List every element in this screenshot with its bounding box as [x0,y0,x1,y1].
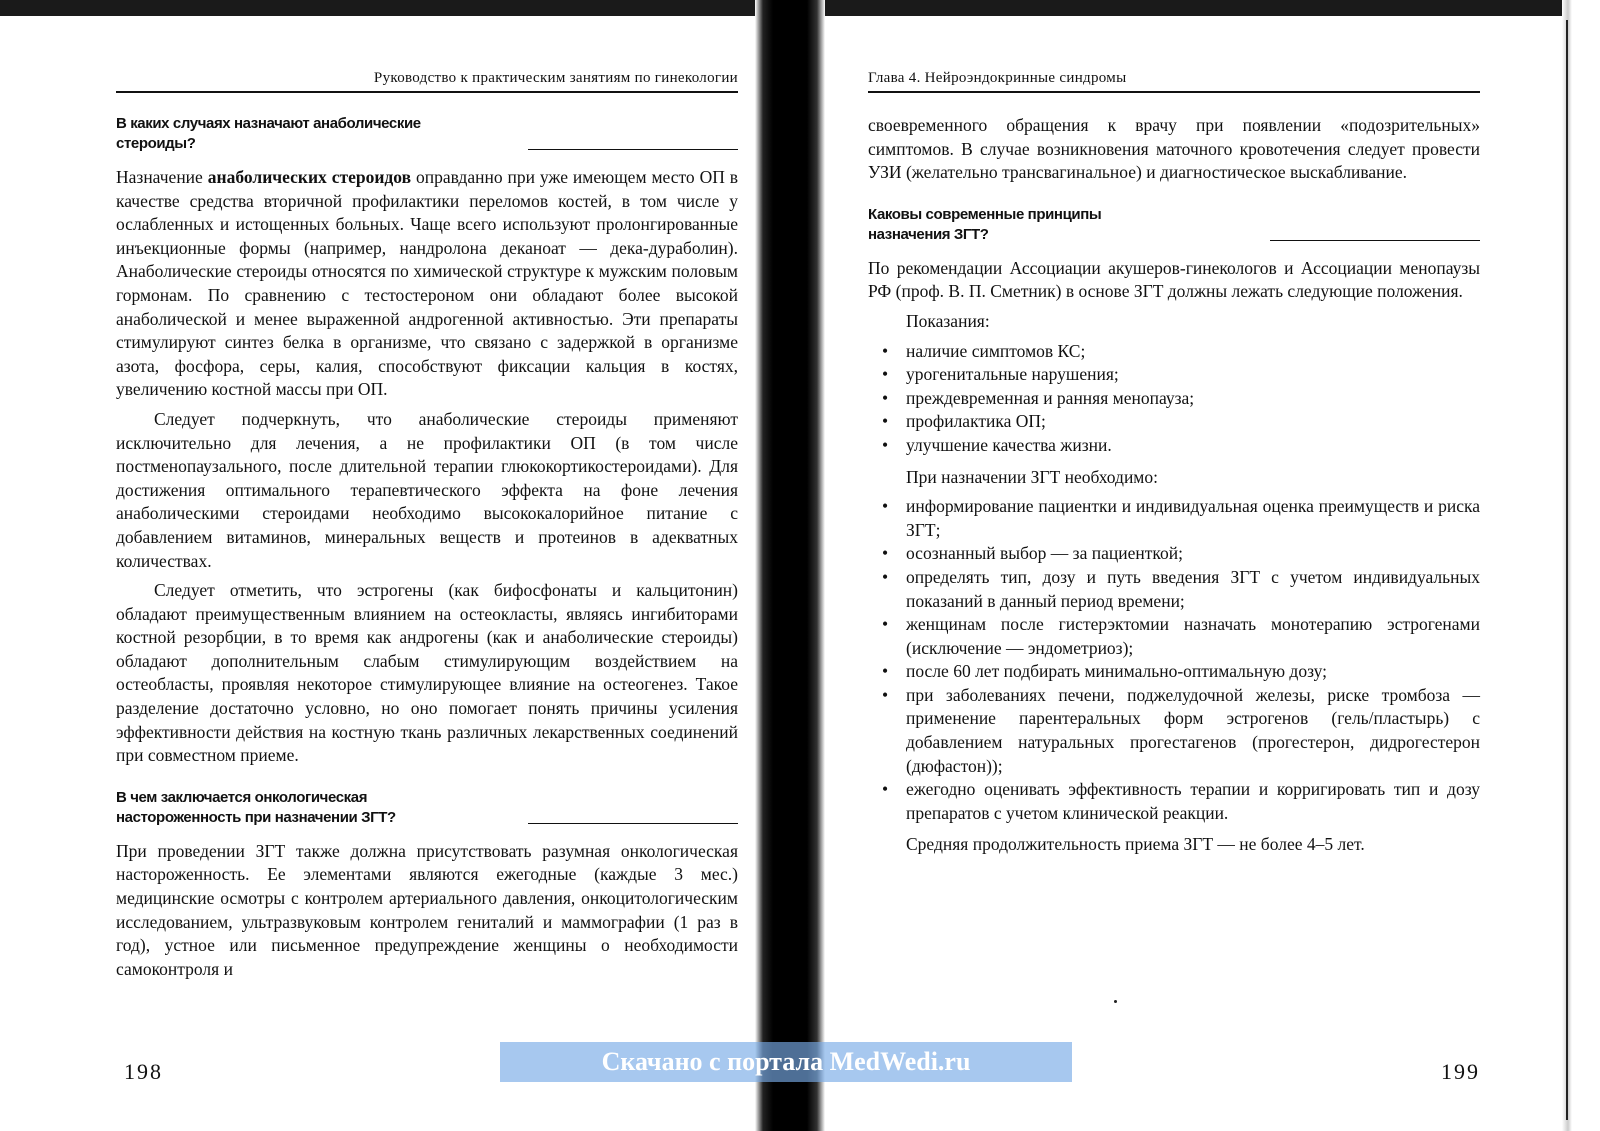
question-heading [116,114,738,154]
page-number: 198 [124,1059,163,1084]
paragraph [116,166,738,402]
paragraph-lead: Назначение [116,167,203,187]
bold-term: анаболических стероидов [207,167,412,187]
list-item: • осознанный выбор — за пациенткой; [882,542,1480,566]
paragraph: По рекомендации Ассоциации акушеров-гинекологов и Ассоциации менопаузы РФ (проф. В. П. Сметник) в основе ЗГТ должны лежать следующие положения. [868,257,1480,302]
paragraph: своевременного обращения к врачу при появлении «подозрительных» симптомов. В случае возникновения маточного кровотечения следует провести УЗИ (желательно трансвагинальное) и диагностическое выскабливание. [868,115,1480,183]
list-item: • ежегодно оценивать эффективность терапии и корригировать тип и дозу препаратов с учетом клинической реакции. [882,778,1480,825]
page-number: 199 [1441,1059,1480,1084]
heading-rule [528,149,738,150]
watermark-banner: Скачано с портала MedWedi.ru [500,1042,1072,1082]
list-label: При назначении ЗГТ необходимо: [906,466,1158,487]
question-heading-line: В каких случаях назначают анаболические [116,115,421,132]
list-item: • после 60 лет подбирать минимально-оптимальную дозу; [882,660,1480,684]
question-heading-line: настороженность при назначении ЗГТ? [116,808,396,826]
question-heading-line: назначения ЗГТ? [868,225,989,243]
paragraph: Следует отметить, что эстрогены (как бифосфонаты и кальцитонин) обладают преимущественным влиянием на остеокласты, являясь ингибиторами костной резорбции, в то время как андрогены (как и анаболические стероиды) обладают дополнительным слабым стимулирующим воздействием на остеобласты, проявляя некоторое стимулирующее влияние на остеогенез. Такое разделение достаточно условно, но оно помогает понять причины усиления эффективности действия на костную ткань различных лекарственных соединений при совместном приеме. [116,580,738,766]
closing-paragraph: Средняя продолжительность приема ЗГТ — не более 4–5 лет. [906,834,1365,855]
list-item: • урогенитальные нарушения; [882,363,1480,387]
heading-rule [1270,240,1480,241]
list-item: • при заболеваниях печени, поджелудочной железы, риске тромбоза — применение парентеральных форм эстрогенов (гель/пластырь) с добавлением натуральных прогестагенов (прогестерон, дидрогестерон (дюфастон)); [882,684,1480,778]
heading-rule [528,823,738,824]
question-heading-line: В чем заключается онкологическая [116,788,368,806]
question-heading-line: Каковы современные принципы [868,205,1102,223]
paragraph: Следует подчеркнуть, что анаболические стероиды применяют исключительно для лечения, а не профилактики ОП (в том числе постменопаузального, после длительной терапии глюкокортикостероидами). Для достижения оптимального терапевтического эффекта на фоне лечения анаболическими стероидами необходимо высококалорийное питание с добавлением витаминов, минеральных веществ и протеинов в адекватных количествах. [116,408,738,571]
scan-speck [1114,1000,1117,1003]
running-head: Глава 4. Нейроэндокринные синдромы [868,70,1480,93]
requirements-list [868,495,1480,825]
question-heading [868,205,1480,245]
list-item: • профилактика ОП; [882,410,1480,434]
book-binding-shadow [755,0,825,1131]
list-item: • улучшение качества жизни. [882,434,1480,458]
paragraph: При проведении ЗГТ также должна присутствовать разумная онкологическая настороженность. Ее элементами являются ежегодные (каждые 3 мес.) медицинские осмотры с контролем артериального давления, онкоцитологическим исследованием, ультразвуковым контролем гениталий и маммографии (1 раз в год), устное или письменное предупреждение женщины о необходимости самоконтроля и [116,840,738,979]
running-head: Руководство к практическим занятиям по гинекологии [116,70,738,93]
page-edge-line [1566,20,1568,1120]
list-item: • информирование пациентки и индивидуальная оценка преимуществ и риска ЗГТ; [882,495,1480,542]
left-page-content [116,114,738,987]
right-page-content [868,114,1480,863]
indications-list [868,340,1480,458]
list-item: • определять тип, дозу и путь введения ЗГТ с учетом индивидуальных показаний в данный период времени; [882,566,1480,613]
list-item: • наличие симптомов КС; [882,340,1480,364]
list-label: Показания: [906,310,990,331]
list-item: • женщинам после гистерэктомии назначать монотерапию эстрогенами (исключение — эндометриоз); [882,613,1480,660]
list-item: • преждевременная и ранняя менопауза; [882,387,1480,411]
question-heading [116,788,738,828]
paragraph-text: оправданно при уже имеющем место ОП в качестве средства вторичной профилактики переломов костей, в том числе у ослабленных и истощенных больных. Чаще всего используют пролонгированные инъекционные формы (например, нандролона деканоат — дека-дураболин). Анаболические стероиды относятся по химической структуре к мужским половым гормонам. По сравнению с тестостероном они обладают более высокой анаболической и менее выраженной андрогенной активностью. Эти препараты стимулируют синтез белка в организме, что связано с задержкой в организме азота, фосфора, серы, калия, способствуют фиксации кальция в костях, увеличению костной массы при ОП. [116,167,739,400]
question-heading-line: стероиды? [116,135,196,152]
